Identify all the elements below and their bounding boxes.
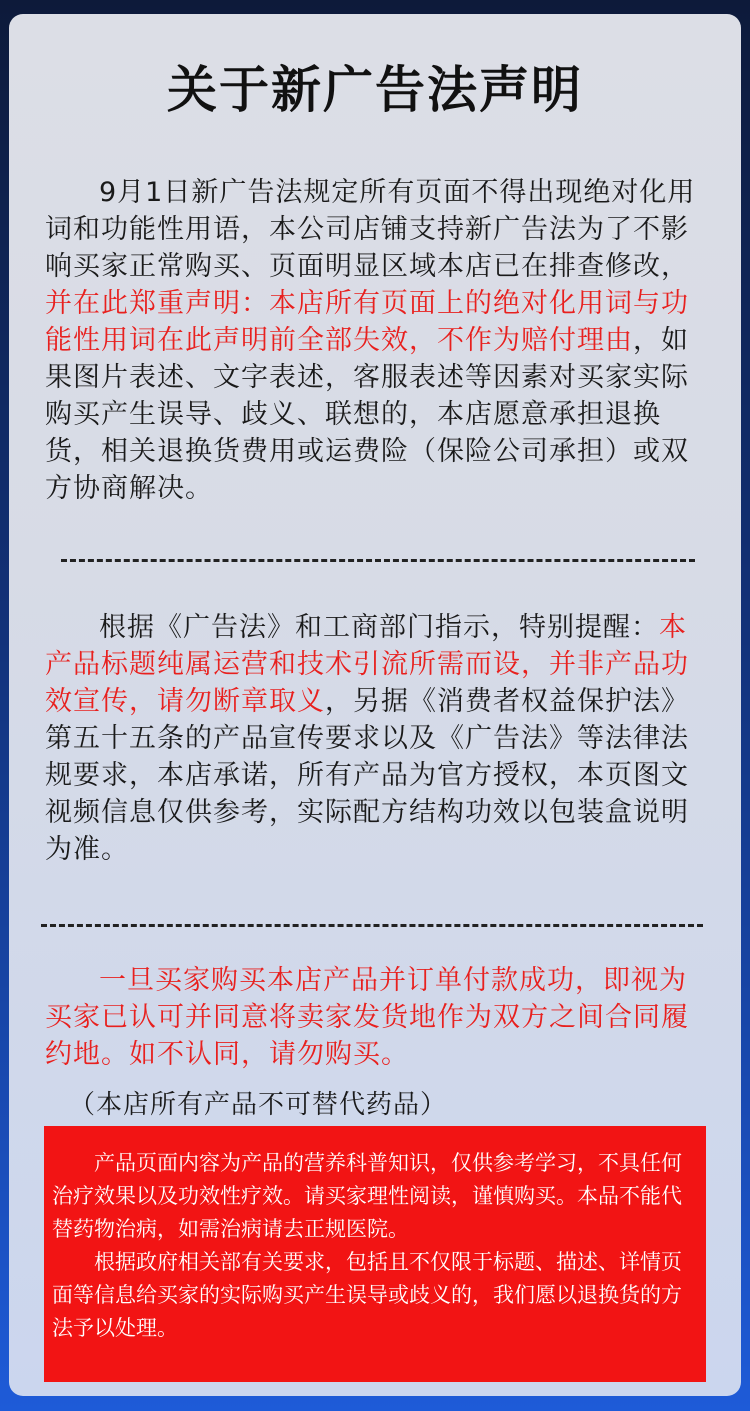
paragraph-2-highlight: 本产品标题纯属运营和技术引流所需而设，并非产品功效宣传，请勿断章取义: [45, 612, 689, 717]
paragraph-1-text-b: ，如果图片表述、文字表述，客服表述等因素对买家实际购买产生误导、歧义、联想的，本店愿意承担退换货，相关退换货费用或运费险（保险公司承担）或双方协商解决。: [45, 325, 689, 504]
dashed-divider: [61, 559, 695, 562]
statement-paragraph-1: [45, 174, 709, 507]
paragraph-1-text-a: 9月1日新广告法规定所有页面不得出现绝对化用词和功能性用语，本公司店铺支持新广告法为了不影响买家正常购买、页面明显区域本店已在排查修改，: [45, 177, 696, 282]
statement-card: [9, 14, 741, 1396]
disclaimer-box: [44, 1126, 706, 1382]
paragraph-2-text-b: ，另据《消费者权益保护法》第五十五条的产品宣传要求以及《广告法》等法律法规要求，本店承诺，所有产品为官方授权，本页图文视频信息仅供参考，实际配方结构功效以包装盒说明为准。: [45, 686, 689, 865]
medicine-note: （本店所有产品不可替代药品）: [69, 1090, 448, 1120]
paragraph-2-text-a: 根据《广告法》和工商部门指示，特别提醒：: [99, 612, 659, 643]
page-title: 关于新广告法声明: [167, 61, 583, 119]
paragraph-1-highlight: 并在此郑重声明：本店所有页面上的绝对化用词与功能性用词在此声明前全部失效，不作为赔付理由: [45, 288, 689, 356]
disclaimer-line-2: 根据政府相关部有关要求，包括且不仅限于标题、描述、详情页面等信息给买家的实际购买产生误导或歧义的，我们愿以退换货的方法予以处理。: [52, 1250, 682, 1340]
statement-paragraph-3: 一旦买家购买本店产品并订单付款成功，即视为买家已认可并同意将卖家发货地作为双方之间合同履约地。如不认同，请勿购买。: [45, 965, 689, 1070]
dashed-divider: [41, 924, 703, 927]
disclaimer-line-1: 产品页面内容为产品的营养科普知识，仅供参考学习，不具任何治疗效果以及功效性疗效。请买家理性阅读，谨慎购买。本品不能代替药物治病，如需治病请去正规医院。: [52, 1151, 682, 1241]
statement-paragraph-2: [45, 609, 709, 868]
